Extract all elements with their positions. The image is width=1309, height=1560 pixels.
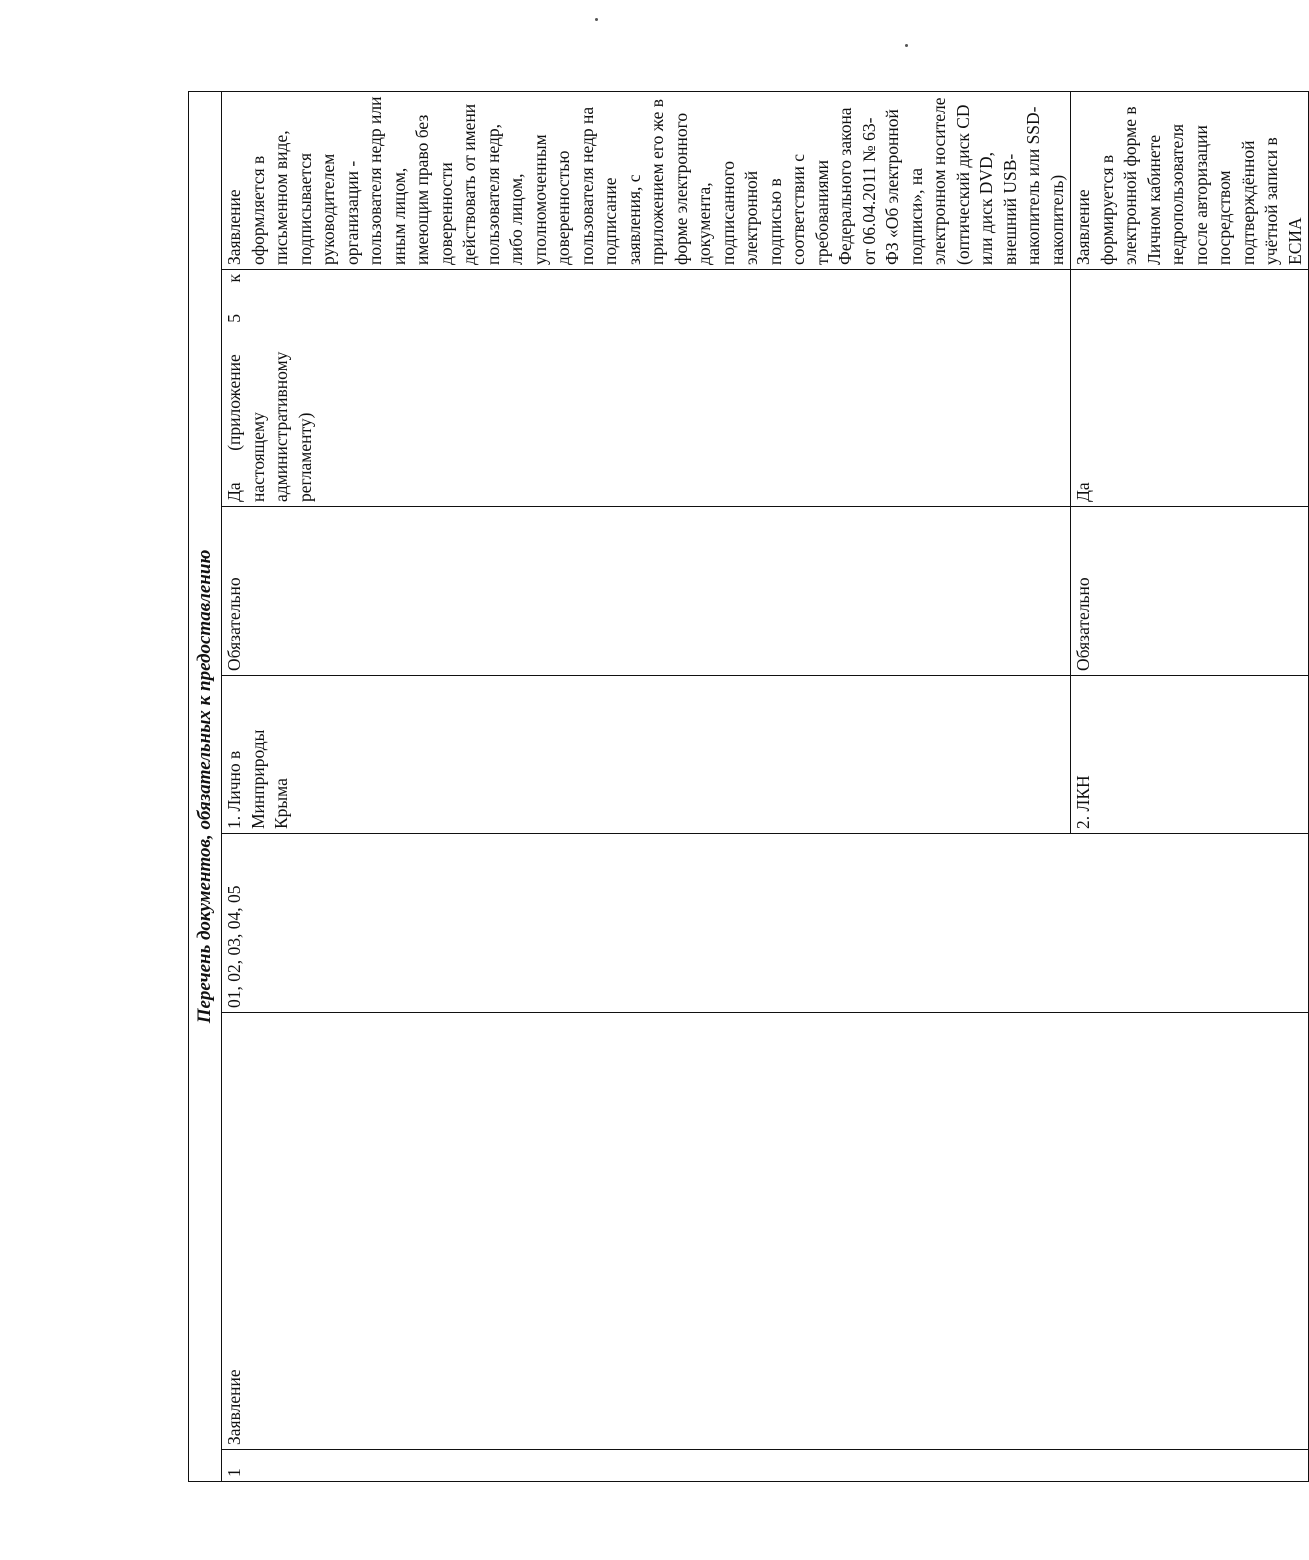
submission-method-1: 1. Лично в Минприроды Крыма xyxy=(222,676,1071,834)
description-2: Заявление формируется в электронной форме в Личном кабинете недропользователя после авторизации посредством подтверждённой учётной записи в ЕСИА xyxy=(1071,91,1309,269)
row-number: 1 xyxy=(222,1450,1309,1482)
documents-table xyxy=(188,91,1309,1482)
table-title-row xyxy=(189,91,222,1481)
template-1: Да (приложение 5 к настоящему административному регламенту) xyxy=(222,270,1071,507)
document-name: Заявление xyxy=(222,1013,1309,1450)
requirement-2: Обязательно xyxy=(1071,507,1309,676)
description-1: Заявление оформляется в письменном виде, подписывается руководителем организации - пользователя недр или иным лицом, имеющим право без доверенности действовать от имени пользователя недр, либо лицом, уполномоченным доверенностью пользователя недр на подписание заявления, с приложением его же в форме электронного документа, подписанного электронной подписью в соответствии с требованиями Федерального закона от 06.04.2011 № 63-ФЗ «Об электронной подписи», на электронном носителе (оптический диск CD или диск DVD, внешний USB-накопитель или SSD-накопитель) xyxy=(222,91,1071,269)
document-codes: 01, 02, 03, 04, 05 xyxy=(222,834,1071,1013)
document-codes-continuation xyxy=(1071,834,1309,1013)
table-title: Перечень документов, обязательных к предоставлению xyxy=(189,91,222,1481)
document-table-container xyxy=(188,92,1305,1482)
requirement-1: Обязательно xyxy=(222,507,1071,676)
scan-speck xyxy=(595,18,598,21)
submission-method-2: 2. ЛКН xyxy=(1071,676,1309,834)
rotated-page xyxy=(188,92,1305,1482)
template-2: Да xyxy=(1071,270,1309,507)
table-row xyxy=(222,91,1071,1481)
scan-speck xyxy=(905,44,908,47)
